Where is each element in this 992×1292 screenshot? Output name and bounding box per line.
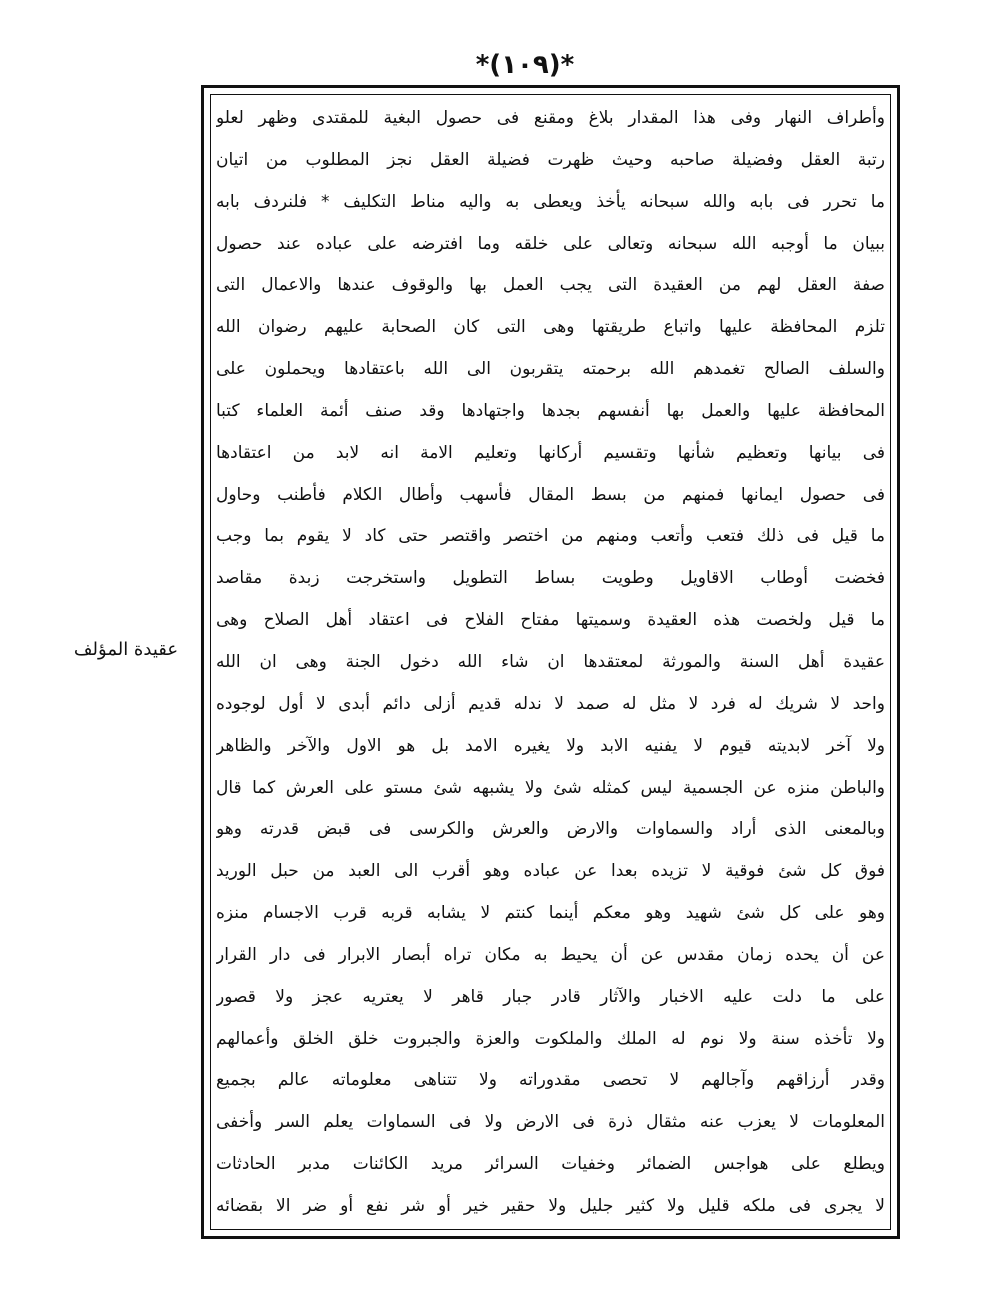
text-line: عن أن يحده زمان مقدس عن أن يحيط به مكان تراه أبصار الابرار فى دار القرار: [216, 944, 885, 965]
text-line: فى حصول ايمانها فمنهم من بسط المقال فأسهب وأطال الكلام فأطنب وحاول: [216, 484, 885, 505]
main-text-block: [216, 98, 885, 1226]
text-line: المعلومات لا يعزب عنه مثقال ذرة فى الارض ولا فى السماوات يعلم السر وأخفى: [216, 1112, 885, 1133]
text-line: فى بيانها وتعظيم شأنها وتقسيم أركانها وتعليم الامة انه لابد من اعتقادها: [216, 442, 885, 463]
page-number: *(١٠٩)*: [475, 50, 575, 80]
text-line: وقدر أرزاقهم وآجالهم لا تحصى مقدوراته ولا تتناهى معلوماته عالم بجميع: [216, 1070, 885, 1091]
text-line: رتبة العقل وفضيلة صاحبه وحيث ظهرت فضيلة العقل نجز المطلوب من اتيان: [216, 149, 885, 170]
text-line: تلزم المحافظة عليها واتباع طريقتها وهى التى كان الصحابة عليهم رضوان الله: [216, 317, 885, 338]
text-line: وبالمعنى الذى أراد والسماوات والارض والعرش والكرسى فى قبض قدرته وهو: [216, 819, 885, 840]
text-line: ما تحرر فى بابه والله سبحانه يأخذ ويعطى به واليه مناط التكليف * فلنردف بابه: [216, 191, 885, 212]
text-line: ولا آخر لابديته قيوم لا يفنيه الابد ولا يغيره الامد بل هو الاول والآخر والظاهر: [216, 735, 885, 756]
text-line: صفة العقل لهم من العقيدة التى يجب العمل بها والوقوف عندها والاعمال التى: [216, 275, 885, 296]
text-line: ولا تأخذه سنة ولا نوم له الملك والملكوت والعزة والجبروت خلق الخلق وأعمالهم: [216, 1028, 885, 1049]
text-line: فخضت أوطاب الاقاويل وطويت بساط التطويل واستخرجت زبدة مقاصد: [216, 568, 885, 589]
text-line: ويطلع على هواجس الضمائر وخفيات السرائر مريد الكائنات مدبر الحادثات: [216, 1154, 885, 1175]
text-line: ببيان ما أوجبه الله سبحانه وتعالى على خلقه وما افترضه على عباده عند حصول: [216, 233, 885, 254]
text-line: وأطراف النهار وفى هذا المقدار بلاغ ومقنع فى حصول البغية للمقتدى وظهر لعلو: [216, 108, 885, 128]
text-line: المحافظة عليها والعمل بها أنفسهم بجدها واجتهادها وقد صنف أئمة العلماء كتبا: [216, 400, 885, 421]
text-line: عقيدة أهل السنة والمورثة لمعتقدها ان شاء الله دخول الجنة وهى ان الله: [216, 651, 885, 672]
text-line: ما قيل فى ذلك فتعب وأتعب ومنهم من اختصر واقتصر حتى كاد لا يقوم بما وجب: [216, 526, 885, 547]
page-border-outer: [201, 85, 900, 1239]
text-line: ما قيل ولخصت هذه العقيدة وسميتها مفتاح الفلاح فى اعتقاد أهل الصلاح وهى: [216, 610, 885, 631]
margin-note: عقيدة المؤلف: [73, 639, 179, 660]
text-line: والباطن منزه عن الجسمية ليس كمثله شئ ولا يشبهه شئ مستو على العرش كما قال: [216, 777, 885, 798]
text-line: على ما دلت عليه الاخبار والآثار قادر جبار قاهر لا يعتريه عجز ولا قصور: [216, 986, 885, 1007]
text-line: واحد لا شريك له فرد لا مثل له صمد لا ندله قديم أزلى دائم أبدى لا أول لوجوده: [216, 693, 885, 714]
text-line: لا يجرى فى ملكه قليل ولا كثير جليل ولا حقير خير أو شر نفع أو ضر الا بقضائه: [216, 1195, 885, 1216]
text-line: فوق كل شئ فوقية لا تزيده بعدا عن عباده وهو أقرب الى العبد من حبل الوريد: [216, 861, 885, 882]
text-line: والسلف الصالح تغمدهم الله برحمته يتقربون الى الله باعتقادها ويحملون على: [216, 359, 885, 380]
text-line: وهو على كل شئ شهيد وهو معكم أينما كنتم لا يشابه قربه قرب الاجسام منزه: [216, 903, 885, 924]
